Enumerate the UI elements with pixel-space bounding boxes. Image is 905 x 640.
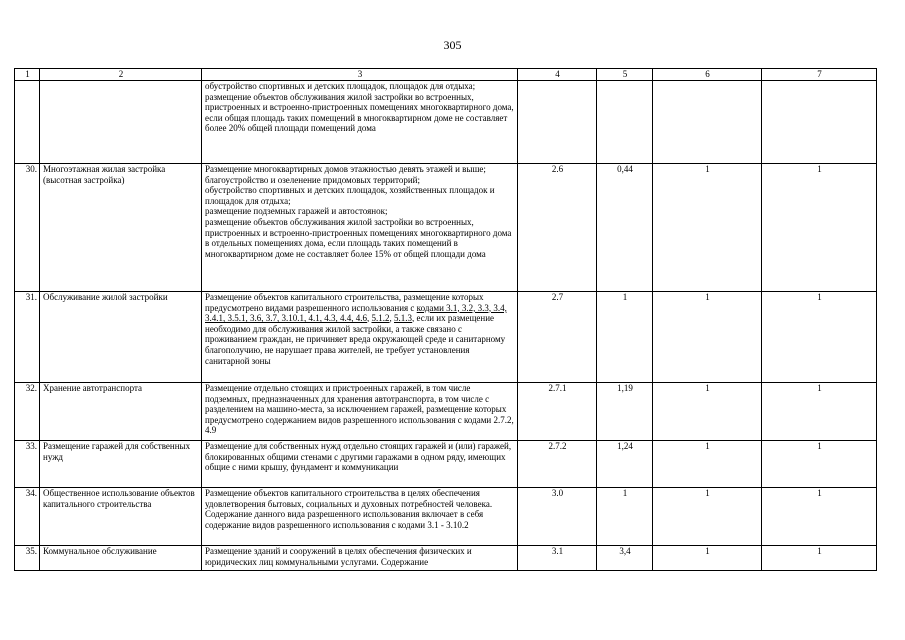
column-header: 4 <box>518 69 597 81</box>
use-type-name: Хранение автотранспорта <box>40 383 202 441</box>
use-type-name: Общественное использование объектов капитального строительства <box>40 488 202 546</box>
column-7-value: 1 <box>762 383 877 441</box>
coefficient-value: 1,24 <box>597 441 653 488</box>
description-text: Размещение многоквартирных домов этажностью девять этажей и выше; <box>205 164 486 174</box>
column-6-value <box>653 81 762 164</box>
column-7-value: 1 <box>762 441 877 488</box>
row-number: 30. <box>15 164 40 292</box>
description-text: благоустройство и озеленение придомовых территорий; <box>205 174 420 185</box>
column-6-value: 1 <box>653 441 762 488</box>
column-6-value: 1 <box>653 164 762 292</box>
description-text: обустройство спортивных и детских площадок, хозяйственных площадок и площадок для отдыха; <box>205 185 495 206</box>
table-row <box>15 81 877 164</box>
table-row <box>15 441 877 488</box>
use-type-description <box>202 546 518 571</box>
column-header: 7 <box>762 69 877 81</box>
use-type-name: Многоэтажная жилая застройка (высотная застройка) <box>40 164 202 292</box>
use-type-description <box>202 292 518 383</box>
classifier-code: 2.7 <box>518 292 597 383</box>
use-type-description <box>202 164 518 292</box>
column-7-value: 1 <box>762 164 877 292</box>
classifier-code: 2.6 <box>518 164 597 292</box>
code-reference-link[interactable]: кодами 3.1, 3.2, 3.3, 3.4, 3.4.1, 3.5.1, 3.6, 3.7, 3.10.1, 4.1, 4.3, 4.4, 4.6 <box>205 302 507 324</box>
use-type-name <box>40 81 202 164</box>
use-type-name: Обслуживание жилой застройки <box>40 292 202 383</box>
coefficient-value: 3,4 <box>597 546 653 571</box>
column-6-value: 1 <box>653 292 762 383</box>
use-type-description <box>202 488 518 546</box>
classifier-code: 3.0 <box>518 488 597 546</box>
classifier-code: 3.1 <box>518 546 597 571</box>
table-row <box>15 383 877 441</box>
column-header: 2 <box>40 69 202 81</box>
description-text: Размещение зданий и сооружений в целях обеспечения физических и юридических лиц коммунальными услугами. Содержание <box>205 546 472 567</box>
row-number: 33. <box>15 441 40 488</box>
column-number-header-row <box>15 69 877 81</box>
row-number <box>15 81 40 164</box>
table-row <box>15 292 877 383</box>
description-text: Размещение объектов капитального строительства, размещение которых предусмотрено видами разрешенного использования с <box>205 292 484 313</box>
description-text: Размещение отдельно стоящих и пристроенных гаражей, в том числе подземных, предназначенных для хранения автотранспорта, в том числе с разделением на машино-места, за исключением гаражей, размещение которых предусмотрено содержанием видов разрешенного использования с кодами 2.7.2, 4.9 <box>205 383 514 436</box>
coefficient-value <box>597 81 653 164</box>
description-text: Размещение объектов капитального строительства в целях обеспечения удовлетворения бытовых, социальных и духовных потребностей человека. Содержание данного вида разрешенного использования включает в себя содержание видов разрешенного использования с кодами 3.1 - 3.10.2 <box>205 488 493 530</box>
row-number: 35. <box>15 546 40 571</box>
code-reference-link[interactable]: 5.1.3 <box>394 313 412 324</box>
use-type-description <box>202 383 518 441</box>
page-number: 305 <box>443 38 462 52</box>
coefficient-value: 1 <box>597 488 653 546</box>
column-6-value: 1 <box>653 546 762 571</box>
classifier-code: 2.7.1 <box>518 383 597 441</box>
description-text: обустройство спортивных и детских площадок, площадок для отдыха; <box>205 81 476 91</box>
description-text: , <box>367 313 372 324</box>
description-text: размещение подземных гаражей и автостоянок; <box>205 206 388 217</box>
use-type-description <box>202 81 518 164</box>
coefficient-value: 1 <box>597 292 653 383</box>
column-6-value: 1 <box>653 383 762 441</box>
description-text: , <box>389 313 394 324</box>
column-7-value <box>762 81 877 164</box>
row-number: 34. <box>15 488 40 546</box>
code-reference-link[interactable]: 5.1.2 <box>371 313 390 324</box>
use-type-name: Размещение гаражей для собственных нужд <box>40 441 202 488</box>
column-6-value: 1 <box>653 488 762 546</box>
description-text: Размещение для собственных нужд отдельно стоящих гаражей и (или) гаражей, блокированных общими стенами с другими гаражами в одном ряду, имеющих общие с ними крышу, фундамент и коммуникации <box>205 441 512 473</box>
coefficient-value: 0,44 <box>597 164 653 292</box>
column-7-value: 1 <box>762 488 877 546</box>
column-7-value: 1 <box>762 546 877 571</box>
description-text: размещение объектов обслуживания жилой застройки во встроенных, пристроенных и встроенно-пристроенных помещениях многоквартирного дома в отдельных помещениях дома, если площадь таких помещений в многоквартирном доме не составляет более 15% от общей площади дома <box>205 216 512 259</box>
description-text: , если их размещение необходимо для обслуживания жилой застройки, а также связано с проживанием граждан, не причиняет вреда окружающей среде и санитарному благополучию, не нарушает права жителей, не требует установления санитарной зоны <box>205 313 506 366</box>
column-header: 6 <box>653 69 762 81</box>
row-number: 31. <box>15 292 40 383</box>
table-row <box>15 164 877 292</box>
classifier-code <box>518 81 597 164</box>
column-header: 1 <box>15 69 40 81</box>
column-7-value: 1 <box>762 292 877 383</box>
description-text: размещение объектов обслуживания жилой застройки во встроенных, пристроенных и встроенно-пристроенных помещениях многоквартирного дома, если общая площадь таких помещений в многоквартирном доме не составляет более 20% общей площади помещений дома <box>205 91 514 134</box>
land-use-table <box>14 68 877 571</box>
classifier-code: 2.7.2 <box>518 441 597 488</box>
column-header: 3 <box>202 69 518 81</box>
table-row <box>15 546 877 571</box>
use-type-description <box>202 441 518 488</box>
row-number: 32. <box>15 383 40 441</box>
table-row <box>15 488 877 546</box>
use-type-name: Коммунальное обслуживание <box>40 546 202 571</box>
column-header: 5 <box>597 69 653 81</box>
coefficient-value: 1,19 <box>597 383 653 441</box>
